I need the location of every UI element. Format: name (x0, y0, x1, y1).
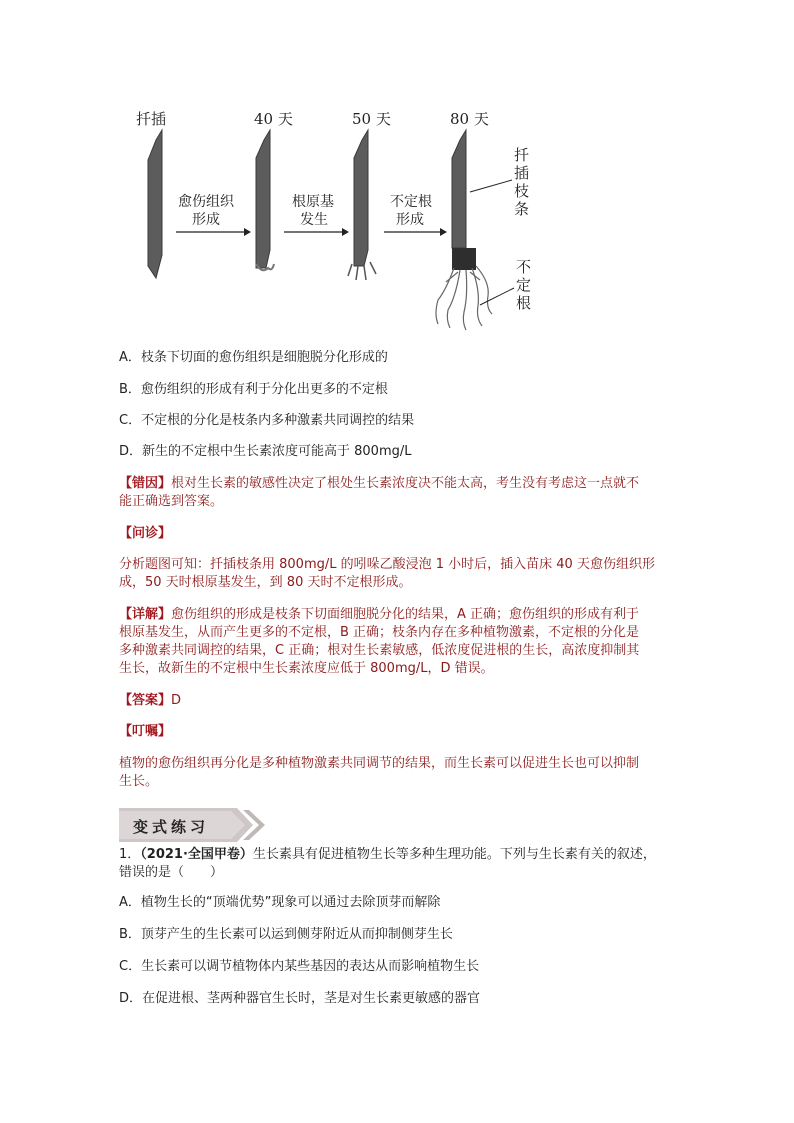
arrow-label-1a: 愈伤组织 (178, 194, 234, 210)
detail-line3: 多种激素共同调控的结果，C 正确；根对生长素敏感，低浓度促进根的生长，高浓度抑制其 (119, 643, 640, 658)
question-number: 1． (119, 847, 141, 862)
detail-section (119, 606, 677, 678)
side-label-root-3: 根 (516, 294, 532, 312)
detail-tag: 【详解】 (119, 607, 172, 622)
arrow-label-3a: 不定根 (390, 194, 432, 210)
option-b: B．愈伤组织的形成有利于分化出更多的不定根 (119, 382, 388, 397)
practice-option-d: D．在促进根、茎两种器官生长时，茎是对生长素更敏感的器官 (119, 991, 481, 1006)
answer-section (119, 692, 677, 710)
stage-label-50-days: 50 天 (352, 110, 391, 128)
question-text-line2: 错误的是（ ） (119, 865, 224, 880)
error-cause-line2: 能正确选到答案。 (119, 494, 224, 509)
stage-label-80-days: 80 天 (450, 110, 489, 128)
option-d: D．新生的不定根中生长素浓度可能高于 800mg/L (119, 444, 412, 459)
answer-tag: 【答案】 (119, 693, 172, 708)
cutting-branch-40 (256, 130, 270, 268)
detail-line2: 根原基发生，从而产生更多的不定根，B 正确；枝条内存在多种植物激素，不定根的分化是 (119, 625, 640, 640)
detail-line1: 愈伤组织的形成是枝条下切面细胞脱分化的结果，A 正确；愈伤组织的形成有利于 (171, 607, 640, 622)
reminder-line2: 生长。 (119, 774, 159, 789)
practice-question (119, 846, 677, 882)
practice-option-c: C．生长素可以调节植物体内某些基因的表达从而影响植物生长 (119, 959, 480, 974)
detail-line4: 生长，故新生的不定根中生长素浓度应低于 800mg/L，D 错误。 (119, 661, 494, 676)
arrow-3-head (440, 228, 447, 236)
leader-line-branch (470, 180, 512, 192)
cutting-base-80 (452, 248, 476, 270)
inquiry-tag: 【问诊】 (119, 526, 172, 541)
side-label-root-2: 定 (516, 276, 532, 294)
question-source: （2021·全国甲卷） (140, 847, 253, 862)
error-cause-section (119, 475, 677, 511)
side-label-branch-2: 插 (514, 164, 530, 182)
reminder-line1: 植物的愈伤组织再分化是多种植物激素共同调节的结果，而生长素可以促进生长也可以抑制 (119, 756, 640, 771)
arrow-2-head (342, 228, 349, 236)
inquiry-line1: 分析题图可知：扦插枝条用 800mg/L 的吲哚乙酸浸泡 1 小时后，插入苗床 40 天愈伤组织形 (119, 557, 655, 572)
inquiry-line2: 成，50 天时根原基发生，到 80 天时不定根形成。 (119, 575, 412, 590)
leader-line-root (480, 288, 514, 305)
arrow-1-head (244, 228, 251, 236)
side-label-root-1: 不 (516, 258, 532, 276)
practice-option-b: B．顶芽产生的生长素可以运到侧芽附近从而抑制侧芽生长 (119, 927, 453, 942)
cutting-rooting-figure (120, 100, 560, 340)
reminder-body (119, 755, 677, 791)
error-cause-tag: 【错因】 (119, 476, 172, 491)
arrow-label-1b: 形成 (192, 212, 220, 228)
stage-label-40-days: 40 天 (254, 110, 293, 128)
practice-banner-text: 变式练习 (133, 818, 210, 836)
adventitious-roots-80 (436, 266, 492, 330)
cutting-branch-80 (452, 130, 466, 248)
inquiry-section (119, 525, 677, 543)
practice-option-a: A．植物生长的“顶端优势”现象可以通过去除顶芽而解除 (119, 895, 441, 910)
side-label-branch-3: 枝 (514, 182, 530, 200)
question-text-line1: 生长素具有促进植物生长等多种生理功能。下列与生长素有关的叙述， (252, 847, 656, 862)
option-a: A．枝条下切面的愈伤组织是细胞脱分化形成的 (119, 350, 388, 365)
side-label-branch-4: 条 (514, 200, 530, 218)
stage-label-cutting: 扦插 (136, 110, 167, 128)
side-label-branch-1: 扦 (514, 146, 530, 164)
error-cause-line1: 根对生长素的敏感性决定了根处生长素浓度决不能太高，考生没有考虑这一点就不 (171, 476, 640, 491)
option-c: C．不定根的分化是枝条内多种激素共同调控的结果 (119, 413, 415, 428)
arrow-label-2a: 根原基 (292, 194, 334, 210)
inquiry-body (119, 556, 677, 592)
reminder-section (119, 723, 677, 741)
reminder-tag: 【叮嘱】 (119, 724, 172, 739)
arrow-label-3b: 形成 (396, 212, 424, 228)
arrow-label-2b: 发生 (300, 212, 328, 228)
answer-value: D (171, 693, 182, 708)
cutting-branch-0 (148, 130, 162, 278)
cutting-branch-50 (354, 130, 368, 266)
